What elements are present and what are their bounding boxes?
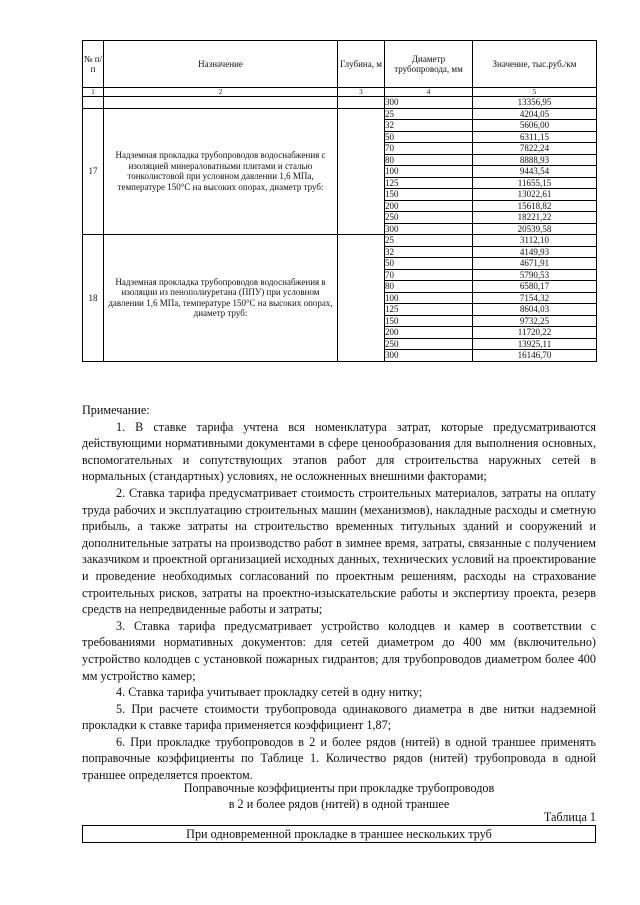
table-row: [83, 97, 597, 109]
header-num: № п/п: [83, 41, 104, 88]
row-num: 17: [83, 108, 104, 235]
row-value: 7154,32: [473, 292, 597, 304]
row-diameter: 32: [385, 120, 473, 132]
column-index: 4: [385, 88, 473, 97]
row-value: 16146,70: [473, 350, 597, 362]
row-diameter: 300: [385, 223, 473, 235]
row-diameter: 50: [385, 258, 473, 270]
row-value: 11720,22: [473, 327, 597, 339]
table-row: [83, 235, 597, 247]
column-index: 3: [338, 88, 385, 97]
table-body: [83, 97, 597, 362]
column-index-row: [83, 88, 597, 97]
row-value: 8888,93: [473, 154, 597, 166]
row-num: [83, 97, 104, 109]
row-diameter: 300: [385, 350, 473, 362]
notes-heading: Примечание:: [82, 403, 150, 417]
row-diameter: 200: [385, 327, 473, 339]
row-depth: [338, 97, 385, 109]
row-value: 4204,05: [473, 108, 597, 120]
note-item: 1. В ставке тарифа учтена вся номенклатура затрат, которые предусматриваются действующими нормативными документами в сфере ценообразования для выполнения основных, вспомогательных и сопутствующих этапов работ для строительства наружных сетей в нормальных (стандартных) условиях, не осложненных внешними факторами;: [82, 419, 596, 484]
row-name: Надземная прокладка трубопроводов водоснабжения в изоляции из пенополиуретана (ППУ) при условном давлении 1,6 МПа, температуре 150°С на высоких опорах, диаметр труб:: [104, 235, 338, 362]
table1-caption: [82, 780, 596, 812]
row-diameter: 125: [385, 177, 473, 189]
row-diameter: 32: [385, 246, 473, 258]
row-diameter: 70: [385, 269, 473, 281]
header-value: Значение, тыс.руб./км: [473, 41, 597, 88]
tariff-table: [82, 40, 597, 362]
row-diameter: 150: [385, 189, 473, 201]
row-value: 3112,10: [473, 235, 597, 247]
row-diameter: 100: [385, 292, 473, 304]
note-item: 3. Ставка тарифа предусматривает устройство колодцев и камер в соответствии с требованиями нормативных документов: для сетей диаметром до 400 мм (включительно) устройство колодцев с установкой пожарных гидрантов; для трубопроводов диаметром более 400 мм устройство камер;: [82, 618, 596, 683]
note-item: 2. Ставка тарифа предусматривает стоимость строительных материалов, затраты на оплату труда рабочих и эксплуатацию строительных машин (механизмов), накладные расходы и сметную прибыль, а также затраты на строительство временных титульных зданий и сооружений и дополнительные затраты на производство работ в зимнее время, затраты, связанные с получением заказчиком и проектной организацией исходных данных, технических условий на проектирование и проведение необходимых согласований по проектным решениям, расходы на страхование строительных рисков, затраты на проектно-изыскательские работы и экспертизу проекта, резерв средств на непредвиденные работы и затраты;: [82, 485, 596, 617]
column-index: 1: [83, 88, 104, 97]
row-diameter: 250: [385, 212, 473, 224]
table1-label: Таблица 1: [543, 810, 596, 824]
row-value: 5606,00: [473, 120, 597, 132]
row-value: 15618,82: [473, 200, 597, 212]
column-index: 2: [104, 88, 338, 97]
row-diameter: 250: [385, 338, 473, 350]
row-value: 13356,95: [473, 97, 597, 109]
row-value: 9443,54: [473, 166, 597, 178]
notes: [82, 402, 596, 784]
table-row: [83, 108, 597, 120]
note-item: 5. При расчете стоимости трубопровода одинакового диаметра в две нитки надземной прокладки к ставке тарифа применяется коэффициент 1,87;: [82, 701, 596, 733]
row-diameter: 25: [385, 108, 473, 120]
row-num: 18: [83, 235, 104, 362]
header-name: Назначение: [104, 41, 338, 88]
row-diameter: 300: [385, 97, 473, 109]
row-value: 13022,61: [473, 189, 597, 201]
row-value: 6580,17: [473, 281, 597, 293]
note-item: 6. При прокладке трубопроводов в 2 и более рядов (нитей) в одной траншее применять поправочные коэффициенты по Таблице 1. Количество рядов (нитей) трубопровода в одной траншее определяется проектом.: [82, 734, 596, 783]
row-value: 8604,03: [473, 304, 597, 316]
row-diameter: 125: [385, 304, 473, 316]
row-name: Надземная прокладка трубопроводов водоснабжения с изоляцией минераловатными плитами и сталью тонколистовой при условном давлении 1,6 МПа, температуре 150°С на высоких опорах, диаметр труб:: [104, 108, 338, 235]
row-diameter: 80: [385, 281, 473, 293]
row-value: 6311,15: [473, 131, 597, 143]
row-value: 4149,93: [473, 246, 597, 258]
row-diameter: 70: [385, 143, 473, 155]
row-value: 11655,15: [473, 177, 597, 189]
header-diameter: Диаметр трубопровода, мм: [385, 41, 473, 88]
row-diameter: 50: [385, 131, 473, 143]
caption-line: в 2 и более рядов (нитей) в одной траншее: [228, 797, 450, 811]
table1-header: При одновременной прокладке в траншее нескольких труб: [82, 825, 596, 843]
caption-line: Поправочные коэффициенты при прокладке трубопроводов: [183, 781, 495, 795]
header-depth: Глубина, м: [338, 41, 385, 88]
row-value: 7822,24: [473, 143, 597, 155]
row-diameter: 100: [385, 166, 473, 178]
row-name: [104, 97, 338, 109]
row-value: 13925,11: [473, 338, 597, 350]
row-value: 9732,25: [473, 315, 597, 327]
row-depth: [338, 108, 385, 235]
row-diameter: 150: [385, 315, 473, 327]
row-diameter: 200: [385, 200, 473, 212]
row-value: 18221,22: [473, 212, 597, 224]
column-index: 5: [473, 88, 597, 97]
table-header-row: [83, 41, 597, 88]
row-value: 4671,91: [473, 258, 597, 270]
row-depth: [338, 235, 385, 362]
row-diameter: 80: [385, 154, 473, 166]
row-value: 20539,58: [473, 223, 597, 235]
note-item: 4. Ставка тарифа учитывает прокладку сетей в одну нитку;: [116, 685, 423, 700]
row-diameter: 25: [385, 235, 473, 247]
row-value: 5790,53: [473, 269, 597, 281]
